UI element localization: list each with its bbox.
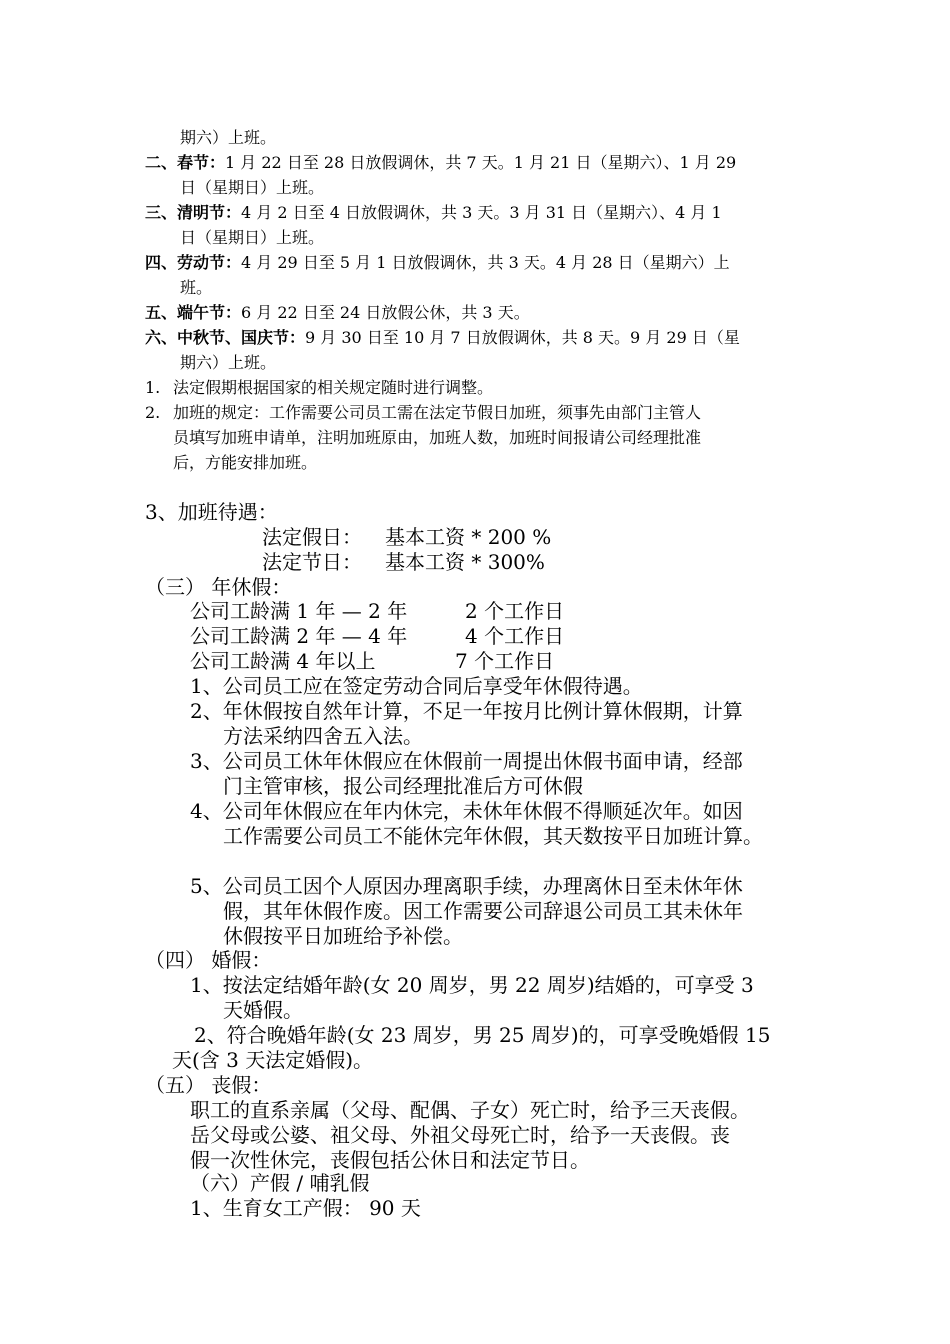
bereavement-rule: 假一次性休完，丧假包括公休日和法定节日。: [190, 1148, 590, 1172]
annual-tier-label: 公司工龄满 2 年 — 4 年: [190, 624, 408, 648]
bereavement-rule: 职工的直系亲属（父母、配偶、子女）死亡时，给予三天丧假。: [190, 1098, 750, 1122]
note-adjustment: 法定假期根据国家的相关规定随时进行调整。: [173, 378, 494, 397]
note-overtime-rule-cont: 员填写加班申请单，注明加班原由，加班人数，加班时间报请公司经理批准: [173, 428, 702, 447]
overtime-title: 3、加班待遇：: [145, 500, 278, 524]
holiday-text-continued: 日（星期日）上班。: [180, 228, 325, 247]
annual-tier-value: 4 个工作日: [465, 624, 565, 648]
holiday-qingming: [145, 205, 722, 221]
holiday-text: 6 月 22 日至 24 日放假公休，共 3 天。: [241, 303, 530, 322]
annual-rule: 3、公司员工休年休假应在休假前一周提出休假书面申请，经部: [190, 749, 743, 773]
annual-rule-cont: 门主管审核，报公司经理批准后方可休假: [223, 774, 583, 798]
marriage-rule-cont: 天(含 3 天法定婚假)。: [172, 1048, 374, 1072]
annual-rule-cont: 方法采纳四舍五入法。: [223, 724, 423, 748]
note-number: 2.: [145, 403, 161, 422]
marriage-leave-title: （四） 婚假：: [145, 948, 272, 972]
holiday-text: 4 月 29 日至 5 月 1 日放假调休，共 3 天。4 月 28 日（星期六）上: [241, 253, 730, 272]
annual-rule-cont: 假，其年休假作废。因工作需要公司辞退公司员工其未休年: [223, 899, 743, 923]
holiday-label: 六、中秋节、国庆节：: [145, 328, 306, 347]
holiday-spring-festival: [145, 155, 736, 171]
maternity-leave-title: （六）产假 / 哺乳假: [190, 1171, 370, 1195]
annual-tier-label: 公司工龄满 4 年以上: [190, 649, 376, 673]
holiday-labor-day: [145, 255, 730, 271]
bereavement-rule: 岳父母或公婆、祖父母、外祖父母死亡时，给予一天丧假。丧: [190, 1123, 730, 1147]
annual-tier-value: 7 个工作日: [455, 649, 555, 673]
marriage-rule: 2、符合晚婚年龄(女 23 周岁，男 25 周岁)的，可享受晚婚假 15: [194, 1023, 771, 1047]
annual-rule: 2、年休假按自然年计算，不足一年按月比例计算休假期，计算: [190, 699, 743, 723]
holiday-dragon-boat: [145, 305, 530, 321]
annual-rule: 1、公司员工应在签定劳动合同后享受年休假待遇。: [190, 674, 643, 698]
holiday-text-continued: 期六）上班。: [180, 353, 277, 372]
holiday-label: 五、端午节：: [145, 303, 242, 322]
overtime-rate-label: 法定假日：: [262, 525, 362, 549]
annual-rule: 5、公司员工因个人原因办理离职手续，办理离休日至未休年休: [190, 874, 743, 898]
marriage-rule: 1、按法定结婚年龄(女 20 周岁，男 22 周岁)结婚的，可享受 3: [190, 973, 754, 997]
note-overtime-rule: 加班的规定：工作需要公司员工需在法定节假日加班，须事先由部门主管人: [173, 403, 702, 422]
annual-tier-label: 公司工龄满 1 年 — 2 年: [190, 599, 408, 623]
marriage-rule-cont: 天婚假。: [223, 998, 303, 1022]
note-number: 1.: [145, 378, 161, 397]
annual-rule-cont: 休假按平日加班给予补偿。: [223, 924, 463, 948]
annual-rule-cont: 工作需要公司员工不能休完年休假，其天数按平日加班计算。: [223, 824, 763, 848]
holiday-text: 9 月 30 日至 10 月 7 日放假调休，共 8 天。9 月 29 日（星: [305, 328, 740, 347]
holiday-continuation: 期六）上班。: [180, 128, 277, 147]
bereavement-leave-title: （五） 丧假：: [145, 1073, 272, 1097]
holiday-label: 四、劳动节：: [145, 253, 242, 272]
holiday-label: 二、春节：: [145, 153, 226, 172]
overtime-rate-label: 法定节日：: [262, 550, 362, 574]
holiday-text-continued: 班。: [180, 278, 213, 297]
annual-tier-value: 2 个工作日: [465, 599, 565, 623]
holiday-text-continued: 日（星期日）上班。: [180, 178, 325, 197]
maternity-rule: 1、生育女工产假： 90 天: [190, 1196, 421, 1220]
holiday-text: 1 月 22 日至 28 日放假调休，共 7 天。1 月 21 日（星期六）、1 月 29: [225, 153, 737, 172]
overtime-rate-value: 基本工资 * 200 %: [385, 525, 552, 549]
note-overtime-rule-cont: 后，方能安排加班。: [173, 453, 318, 472]
annual-leave-title: （三） 年休假：: [145, 575, 292, 599]
holiday-text: 4 月 2 日至 4 日放假调休，共 3 天。3 月 31 日（星期六）、4 月 1: [241, 203, 722, 222]
holiday-label: 三、清明节：: [145, 203, 242, 222]
overtime-rate-value: 基本工资 * 300%: [385, 550, 545, 574]
holiday-mid-autumn-national: [145, 330, 740, 346]
annual-rule: 4、公司年休假应在年内休完，未休年休假不得顺延次年。如因: [190, 799, 743, 823]
